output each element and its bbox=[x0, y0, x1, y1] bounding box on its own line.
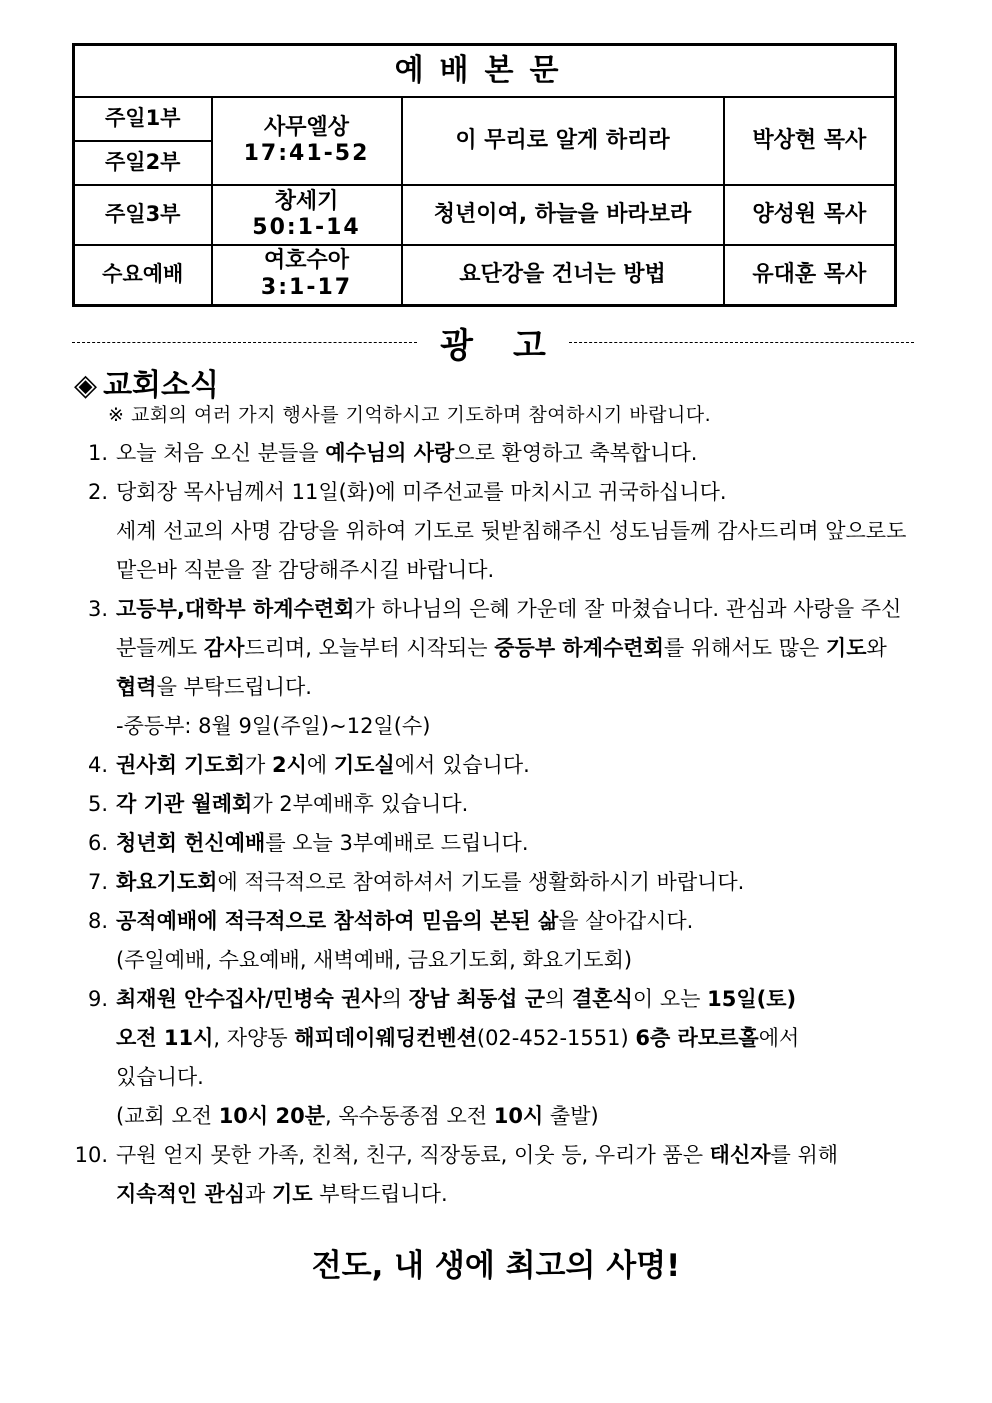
announcements-title: 광고 bbox=[440, 326, 586, 366]
item-line bbox=[116, 824, 926, 863]
item-line bbox=[116, 941, 926, 980]
worship-schedule-table bbox=[72, 43, 897, 307]
announcement-item bbox=[66, 473, 926, 590]
item-line bbox=[116, 551, 926, 590]
emphasis-text: 해피데이웨딩컨벤션 bbox=[294, 1026, 477, 1050]
item-number: 8. bbox=[87, 909, 108, 933]
passage bbox=[212, 245, 402, 305]
item-line bbox=[116, 1136, 926, 1175]
item-line bbox=[116, 746, 926, 785]
emphasis-text: 감사 bbox=[203, 636, 245, 660]
item-line bbox=[116, 473, 926, 512]
passage-book: 여호수아 bbox=[263, 248, 349, 274]
item-text: , 자양동 bbox=[213, 1026, 295, 1050]
emphasis-text: 예수님의 사랑 bbox=[325, 441, 455, 465]
motto: 전도, 내 생에 최고의 사명! bbox=[311, 1248, 681, 1284]
announcement-item bbox=[66, 863, 926, 902]
service-name: 주일2부 bbox=[74, 141, 212, 185]
announcement-item bbox=[66, 590, 926, 746]
announcement-note: ※ 교회의 여러 가지 행사를 기억하시고 기도하며 참여하시기 바랍니다. bbox=[108, 404, 712, 426]
item-text: (교회 오전 bbox=[116, 1104, 219, 1128]
item-text: 가 bbox=[245, 753, 272, 777]
emphasis-text: 결혼식 bbox=[572, 987, 633, 1011]
item-text: 분들께도 bbox=[116, 636, 204, 660]
announcement-item bbox=[66, 785, 926, 824]
item-text: 의 bbox=[545, 987, 573, 1011]
item-line bbox=[116, 668, 926, 707]
passage bbox=[212, 97, 402, 185]
item-line bbox=[116, 1058, 926, 1097]
item-line bbox=[116, 590, 926, 629]
item-text: 세계 선교의 사명 감당을 위하여 기도로 뒷받침해주신 성도님들께 감사드리며 앞으로도 bbox=[116, 519, 907, 543]
passage bbox=[212, 185, 402, 245]
item-line bbox=[116, 1019, 926, 1058]
passage-ref: 3:1-17 bbox=[260, 274, 353, 300]
emphasis-text: 지속적인 관심 bbox=[116, 1182, 246, 1206]
item-text: 를 위해 bbox=[770, 1143, 839, 1167]
preacher: 유대훈 목사 bbox=[724, 245, 896, 305]
emphasis-text: 태신자 bbox=[709, 1143, 771, 1167]
item-line bbox=[116, 902, 926, 941]
item-text: 당회장 목사님께서 11일(화)에 미주선교를 마치시고 귀국하십니다. bbox=[116, 480, 727, 504]
item-text: 를 오늘 3부예배로 드립니다. bbox=[265, 831, 529, 855]
preacher: 박상현 목사 bbox=[724, 97, 896, 185]
item-line bbox=[116, 863, 926, 902]
emphasis-text: 협력 bbox=[116, 675, 157, 699]
item-text: (02-452-1551) bbox=[476, 1026, 636, 1050]
item-text: 에 bbox=[306, 753, 334, 777]
item-number: 1. bbox=[87, 441, 108, 465]
sermon-title: 이 무리로 알게 하리라 bbox=[402, 97, 724, 185]
item-text: 에서 있습니다. bbox=[394, 753, 530, 777]
emphasis-text: 기도 bbox=[825, 636, 867, 660]
item-text: 과 bbox=[245, 1182, 272, 1206]
emphasis-text: 6층 라모르홀 bbox=[635, 1026, 759, 1050]
schedule-title: 예배본문 bbox=[74, 45, 896, 98]
item-text: 오늘 처음 오신 분들을 bbox=[116, 441, 326, 465]
announcement-item bbox=[66, 434, 926, 473]
item-number: 9. bbox=[87, 987, 108, 1011]
item-text: 에서 bbox=[758, 1026, 800, 1050]
item-number: 2. bbox=[87, 480, 108, 504]
item-text: 을 부탁드립니다. bbox=[156, 675, 312, 699]
announcement-item bbox=[66, 1136, 926, 1214]
passage-ref: 50:1-14 bbox=[252, 215, 361, 240]
emphasis-text: 기도실 bbox=[333, 753, 395, 777]
service-name: 주일1부 bbox=[74, 97, 212, 141]
item-line bbox=[116, 1097, 926, 1136]
item-text: 드리며, 오늘부터 시작되는 bbox=[244, 636, 495, 660]
emphasis-text: 고등부,대학부 하계수련회 bbox=[116, 597, 355, 621]
diamond-bullet-icon: ◈ bbox=[74, 368, 98, 403]
item-text: 구원 얻지 못한 가족, 친척, 친구, 직장동료, 이웃 등, 우리가 품은 bbox=[116, 1143, 710, 1167]
announcement-item bbox=[66, 980, 926, 1136]
emphasis-text: 10시 bbox=[493, 1104, 544, 1128]
passage-book: 창세기 bbox=[274, 188, 339, 214]
emphasis-text: 최재원 안수집사/민병숙 권사 bbox=[116, 987, 382, 1011]
item-text: 와 bbox=[866, 636, 887, 660]
service-name: 주일3부 bbox=[74, 185, 212, 245]
section-heading bbox=[74, 360, 219, 404]
item-number: 10. bbox=[74, 1143, 108, 1167]
passage-ref: 17:41-52 bbox=[243, 141, 370, 166]
preacher: 양성원 목사 bbox=[724, 185, 896, 245]
item-text: 으로 환영하고 축복합니다. bbox=[454, 441, 698, 465]
item-line bbox=[116, 629, 926, 668]
emphasis-text: 15일(토) bbox=[707, 987, 797, 1011]
dashed-divider bbox=[569, 342, 914, 343]
passage-book: 사무엘상 bbox=[263, 114, 349, 140]
emphasis-text: 청년회 헌신예배 bbox=[116, 831, 266, 855]
emphasis-text: 장남 최동섭 군 bbox=[408, 987, 546, 1011]
item-text: 있습니다. bbox=[116, 1065, 204, 1089]
announcement-item bbox=[66, 824, 926, 863]
sermon-title: 요단강을 건너는 방법 bbox=[402, 245, 724, 305]
item-number: 6. bbox=[87, 831, 108, 855]
emphasis-text: 권사회 기도회 bbox=[116, 753, 246, 777]
item-number: 7. bbox=[87, 870, 108, 894]
sermon-title: 청년이여, 하늘을 바라보라 bbox=[402, 185, 724, 245]
emphasis-text: 2시 bbox=[272, 753, 307, 777]
item-text: 출발) bbox=[543, 1104, 599, 1128]
item-number: 5. bbox=[87, 792, 108, 816]
item-line bbox=[116, 785, 926, 824]
item-line bbox=[116, 980, 926, 1019]
item-line bbox=[116, 512, 926, 551]
emphasis-text: 각 기관 월례회 bbox=[116, 792, 253, 816]
emphasis-text: 화요기도회 bbox=[116, 870, 218, 894]
item-text: 가 2부예배후 있습니다. bbox=[252, 792, 469, 816]
emphasis-text: 기도 bbox=[272, 1182, 313, 1206]
emphasis-text: 오전 11시 bbox=[116, 1026, 214, 1050]
item-text: -중등부: 8월 9일(주일)~12일(수) bbox=[116, 714, 431, 738]
section-heading-text: 교회소식 bbox=[103, 368, 219, 403]
announcements-header bbox=[72, 318, 914, 366]
item-text: 맡은바 직분을 잘 감당해주시길 바랍니다. bbox=[116, 558, 495, 582]
announcement-list bbox=[66, 434, 926, 1214]
announcement-item bbox=[66, 902, 926, 980]
service-name: 수요예배 bbox=[74, 245, 212, 305]
item-line bbox=[116, 1175, 926, 1214]
item-text: 이 오는 bbox=[632, 987, 708, 1011]
item-text: 를 위해서도 많은 bbox=[663, 636, 826, 660]
emphasis-text: 중등부 하계수련회 bbox=[494, 636, 664, 660]
item-line bbox=[116, 707, 926, 746]
item-text: 의 bbox=[381, 987, 409, 1011]
item-line bbox=[116, 434, 926, 473]
item-text: (주일예배, 수요예배, 새벽예배, 금요기도회, 화요기도회) bbox=[116, 948, 633, 972]
item-text: , 옥수동종점 오전 bbox=[325, 1104, 494, 1128]
item-number: 3. bbox=[87, 597, 108, 621]
item-text: 을 살아갑시다. bbox=[558, 909, 694, 933]
announcement-item bbox=[66, 746, 926, 785]
item-text: 에 적극적으로 참여하셔서 기도를 생활화하시기 바랍니다. bbox=[217, 870, 745, 894]
item-text: 가 하나님의 은혜 가운데 잘 마쳤습니다. 관심과 사랑을 주신 bbox=[354, 597, 902, 621]
item-text: 부탁드립니다. bbox=[312, 1182, 448, 1206]
emphasis-text: 공적예배에 적극적으로 참석하여 믿음의 본된 삶 bbox=[116, 909, 559, 933]
item-number: 4. bbox=[87, 753, 108, 777]
emphasis-text: 10시 20분 bbox=[218, 1104, 326, 1128]
